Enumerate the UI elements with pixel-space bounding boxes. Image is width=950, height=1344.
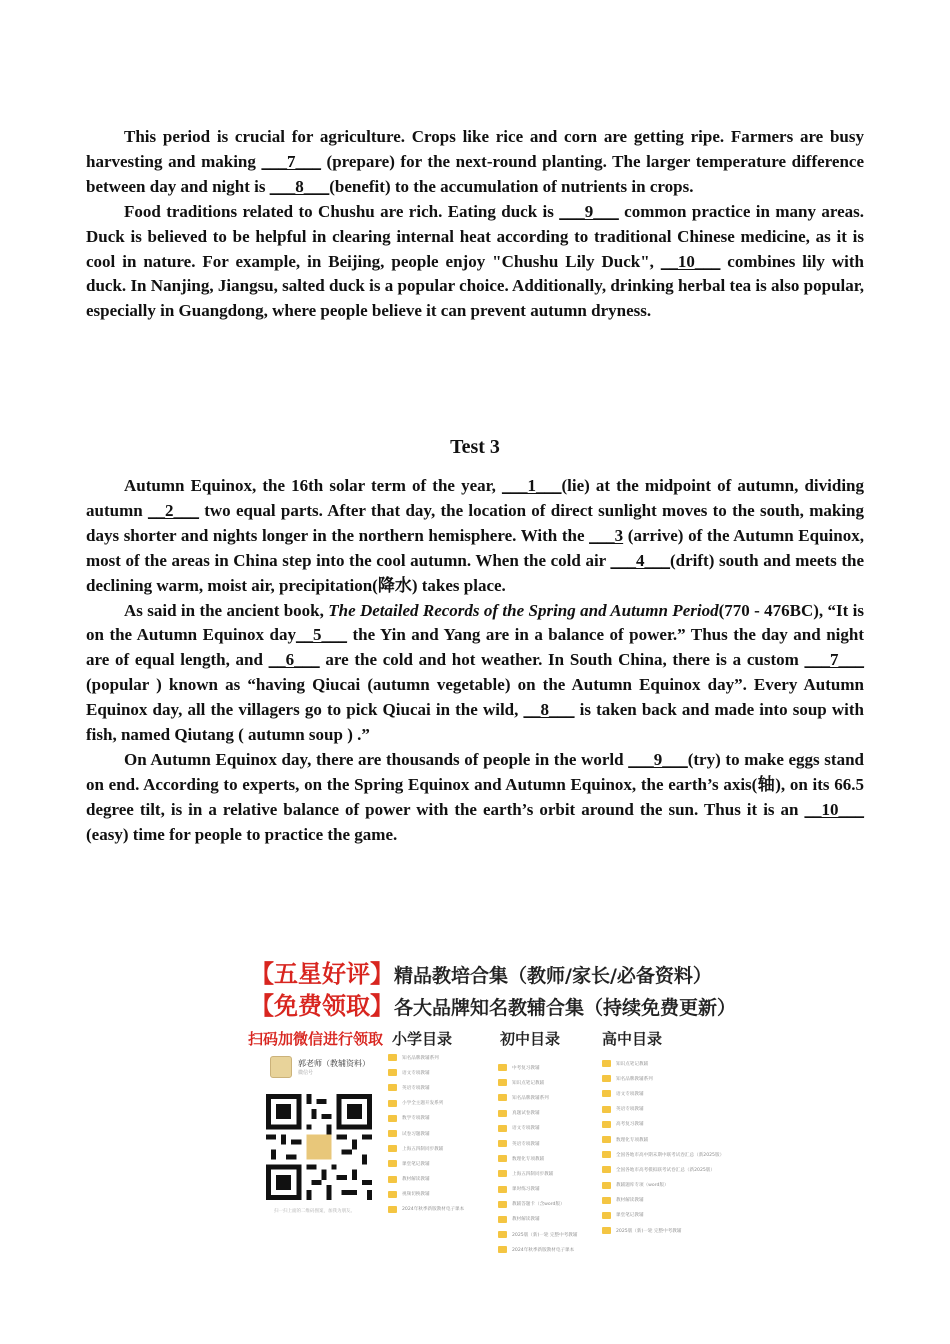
folder-item[interactable] [388, 1187, 464, 1202]
folder-label: 中考复习教辅 [512, 1065, 540, 1071]
folder-label: 数学专项教辅 [402, 1116, 430, 1122]
paragraph: Food traditions related to Chushu are rich. Eating duck is ___9___ common practice in many areas. Duck is believed to be helpful in clearing internal heat according to traditional Chinese medicine, as it is cool in nature. For example, in Beijing, people enjoy "Chushu Lily Duck", __10___ combines lily with duck. In Nanjing, Jiangsu, salted duck is a popular choice. Additionally, drinking herbal tea is also popular, especially in Guangdong, where people believe it can prevent autumn dryness. [86, 201, 864, 321]
folder-label: 全国各地市高中期末期中联考试卷汇总（新2025版） [616, 1152, 725, 1158]
high-catalog-label: 高中目录 [602, 1030, 663, 1048]
folder-icon [388, 1176, 397, 1183]
folder-icon [498, 1186, 507, 1193]
folder-label: 高考复习教辅 [616, 1122, 644, 1128]
qr-code-icon[interactable] [266, 1094, 372, 1200]
folder-label: 课时练习教辅 [512, 1187, 540, 1193]
wechat-contact [270, 1056, 370, 1078]
paragraph: Autumn Equinox, the 16th solar term of the year, ___1___(lie) at the midpoint of autumn, dividing autumn __2___ two equal parts. After that day, the location of direct sunlight moves to the south, making days shorter and nights longer in the northern hemisphere. With the ___3 (arrive) of the Autumn Equinox, most of the areas in China step into the cool autumn. When the cold air ___4___(drift) south and meets the declining warm, moist air, precipitation(降水) takes place. [86, 476, 864, 595]
folder-label: 2024年秋季新版教材电子课本 [512, 1247, 575, 1253]
promo-line-2: 【免费领取】各大品牌知名教辅合集（持续免费更新） [250, 991, 737, 1020]
blank-7[interactable]: ___7___ [804, 650, 864, 670]
folder-icon [498, 1094, 507, 1101]
blank-1[interactable]: ___1___ [501, 476, 562, 495]
folder-label: 知识点笔记教辅 [512, 1080, 545, 1086]
primary-catalog-label: 小学目录 [392, 1030, 453, 1048]
folder-label: 小学全主题开发系列 [402, 1101, 444, 1107]
blank-5[interactable]: __5___ [295, 625, 347, 645]
folder-item[interactable] [498, 1182, 577, 1197]
folder-item[interactable] [388, 1065, 464, 1080]
folder-label: 教材解读教辅 [402, 1177, 430, 1183]
folder-label: 上海五四制同步教辅 [402, 1146, 444, 1152]
folder-icon [602, 1227, 611, 1234]
folder-icon [388, 1115, 397, 1122]
folder-icon [388, 1084, 397, 1091]
folder-item[interactable] [602, 1178, 724, 1193]
folder-icon [498, 1079, 507, 1086]
contact-name: 郭老师（教辅资料） [298, 1059, 370, 1068]
folder-icon [498, 1140, 507, 1147]
folder-item[interactable] [602, 1193, 724, 1208]
folder-icon [388, 1130, 397, 1137]
qr-caption: 扫一扫上面的二维码图案，加我为朋友。 [274, 1209, 355, 1214]
folder-label: 语文专项教辅 [512, 1126, 540, 1132]
avatar [270, 1056, 292, 1078]
folder-label: 数理化专项教辅 [616, 1137, 649, 1143]
folder-icon [388, 1054, 397, 1061]
folder-icon [498, 1170, 507, 1177]
folder-item[interactable] [388, 1111, 464, 1126]
folder-label: 数理化专项教辅 [512, 1156, 545, 1162]
folder-icon [602, 1166, 611, 1173]
primary-folder-list [388, 1050, 464, 1217]
folder-item[interactable] [602, 1147, 724, 1162]
blank-2[interactable]: __2___ [147, 500, 199, 520]
folder-item[interactable] [498, 1197, 577, 1212]
folder-item[interactable] [498, 1106, 577, 1121]
folder-label: 全国各地市高考模拟联考试卷汇总（新2025版） [616, 1167, 715, 1173]
folder-item[interactable] [602, 1208, 724, 1223]
folder-item[interactable] [388, 1172, 464, 1187]
folder-item[interactable] [388, 1141, 464, 1156]
folder-label: 英语专项教辅 [616, 1107, 644, 1113]
folder-icon [602, 1090, 611, 1097]
folder-icon [498, 1216, 507, 1223]
blank-6[interactable]: __6___ [268, 650, 320, 670]
folder-icon [498, 1246, 507, 1253]
folder-icon [602, 1060, 611, 1067]
folder-label: 视频切换教辅 [402, 1192, 430, 1198]
folder-label: 知名品牌教辅系列 [402, 1055, 439, 1061]
folder-icon [602, 1106, 611, 1113]
folder-item[interactable] [498, 1090, 577, 1105]
folder-item[interactable] [602, 1132, 724, 1147]
folder-icon [388, 1145, 397, 1152]
folder-item[interactable] [498, 1060, 577, 1075]
folder-item[interactable] [498, 1075, 577, 1090]
folder-icon [498, 1110, 507, 1117]
folder-icon [602, 1136, 611, 1143]
blank-10[interactable]: __10___ [804, 799, 864, 819]
folder-label: 英语专项教辅 [402, 1085, 430, 1091]
scan-label: 扫码加微信进行领取 [248, 1030, 384, 1048]
folder-item[interactable] [602, 1117, 724, 1132]
middle-folder-list [498, 1060, 577, 1257]
folder-icon [602, 1197, 611, 1204]
blank-10[interactable]: __10___ [660, 251, 721, 271]
folder-item[interactable] [602, 1223, 724, 1238]
promo-line-1: 【五星好评】精品教培合集（教师/家长/必备资料） [250, 959, 712, 988]
folder-label: 语文专项教辅 [616, 1091, 644, 1097]
folder-label: 教材解读教辅 [512, 1217, 540, 1223]
folder-label: 教辅题库专项（word版） [616, 1183, 669, 1189]
folder-item[interactable] [602, 1086, 724, 1101]
folder-icon [498, 1201, 507, 1208]
folder-icon [602, 1075, 611, 1082]
folder-item[interactable] [498, 1212, 577, 1227]
passage-chushu [86, 125, 864, 324]
folder-label: 课堂笔记教辅 [402, 1161, 430, 1167]
promo-banner[interactable] [240, 948, 737, 1253]
folder-icon [388, 1069, 397, 1076]
folder-label: 2024年秋季新版教材电子课本 [402, 1207, 465, 1213]
folder-icon [388, 1160, 397, 1167]
book-title: The Detailed Records of the Spring and Autumn Period [328, 600, 719, 620]
paragraph: As said in the ancient book, The Detailed Records of the Spring and Autumn Period(770 - 476BC), “It is on the Autumn Equinox day__5___ the Yin and Yang are in a balance of power.” Thus the day and night are of equal length, and __6___ are the cold and hot weather. In South China, there is a custom ___7___ (popular ) known as “having Qiucai (autumn vegetable) on the Autumn Equinox day”. Every Autumn Equinox day, all the villagers go to pick Qiucai in the wild, __8___ is taken back and made into soup with fish, named Qiutang ( autumn soup ) .” [86, 600, 864, 745]
folder-label: 英语专项教辅 [512, 1141, 540, 1147]
folder-item[interactable] [602, 1071, 724, 1086]
folder-item[interactable] [498, 1227, 577, 1242]
folder-item[interactable] [388, 1126, 464, 1141]
folder-label: 2025版（新)一轮 完整中考教辅 [616, 1228, 682, 1234]
folder-icon [388, 1191, 397, 1198]
folder-label: 教辅答题卡（含word版） [512, 1202, 565, 1208]
folder-item[interactable] [388, 1156, 464, 1171]
folder-item[interactable] [498, 1136, 577, 1151]
folder-icon [498, 1125, 507, 1132]
blank-4[interactable]: ___4___ [610, 550, 670, 570]
folder-label: 知识点笔记教辅 [616, 1061, 649, 1067]
blank-3[interactable]: ___3 [589, 525, 624, 545]
folder-icon [498, 1064, 507, 1071]
folder-label: 试卷习题教辅 [402, 1131, 430, 1137]
folder-label: 真题试卷教辅 [512, 1111, 540, 1117]
folder-label: 2025版（新)一轮 完整中考教辅 [512, 1232, 578, 1238]
folder-item[interactable] [388, 1096, 464, 1111]
passage-autumn-equinox [86, 474, 864, 848]
paragraph: This period is crucial for agriculture. Crops like rice and corn are getting ripe. Farmers are busy harvesting and making ___7___ (prepare) for the next-round planting. The larger temperature difference between day and night is ___8___(benefit) to the accumulation of nutrients in crops. [86, 127, 865, 196]
folder-label: 语文专项教辅 [402, 1070, 430, 1076]
folder-item[interactable] [602, 1056, 724, 1071]
folder-icon [388, 1100, 397, 1107]
folder-item[interactable] [498, 1121, 577, 1136]
folder-item[interactable] [602, 1102, 724, 1117]
folder-label: 上海五四制同步教辅 [512, 1171, 554, 1177]
paragraph: On Autumn Equinox day, there are thousands of people in the world ___9___(try) to make eggs stand on end. According to experts, on the Spring Equinox and Autumn Equinox, the earth’s axis(轴), on its 66.5 degree tilt, is in a relative balance of power with the earth’s orbit around the sun. Thus it is an __10___ (easy) time for people to practice the game. [86, 749, 864, 844]
blank-9[interactable]: ___9___ [628, 749, 688, 769]
folder-icon [498, 1155, 507, 1162]
folder-item[interactable] [498, 1242, 577, 1257]
folder-icon [602, 1151, 611, 1158]
folder-icon [602, 1121, 611, 1128]
folder-item[interactable] [388, 1202, 464, 1217]
folder-icon [602, 1212, 611, 1219]
section-title: Test 3 [450, 436, 500, 458]
contact-sub: 微信号 [298, 1070, 314, 1076]
folder-item[interactable] [498, 1166, 577, 1181]
folder-icon [602, 1182, 611, 1189]
folder-icon [498, 1231, 507, 1238]
folder-label: 知名品牌教辅系列 [616, 1076, 653, 1082]
middle-catalog-label: 初中目录 [500, 1030, 561, 1048]
folder-item[interactable] [498, 1151, 577, 1166]
blank-8[interactable]: ___8___ [269, 176, 330, 196]
folder-item[interactable] [602, 1162, 724, 1177]
folder-label: 知名品牌教辅系列 [512, 1095, 549, 1101]
blank-8[interactable]: __8___ [523, 700, 575, 720]
blank-7[interactable]: ___7___ [261, 151, 321, 171]
folder-icon [388, 1206, 397, 1213]
blank-9[interactable]: ___9___ [559, 201, 619, 221]
folder-label: 课堂笔记教辅 [616, 1213, 644, 1219]
folder-label: 教材解读教辅 [616, 1198, 644, 1204]
folder-item[interactable] [388, 1080, 464, 1095]
folder-item[interactable] [388, 1050, 464, 1065]
high-folder-list [602, 1056, 724, 1238]
